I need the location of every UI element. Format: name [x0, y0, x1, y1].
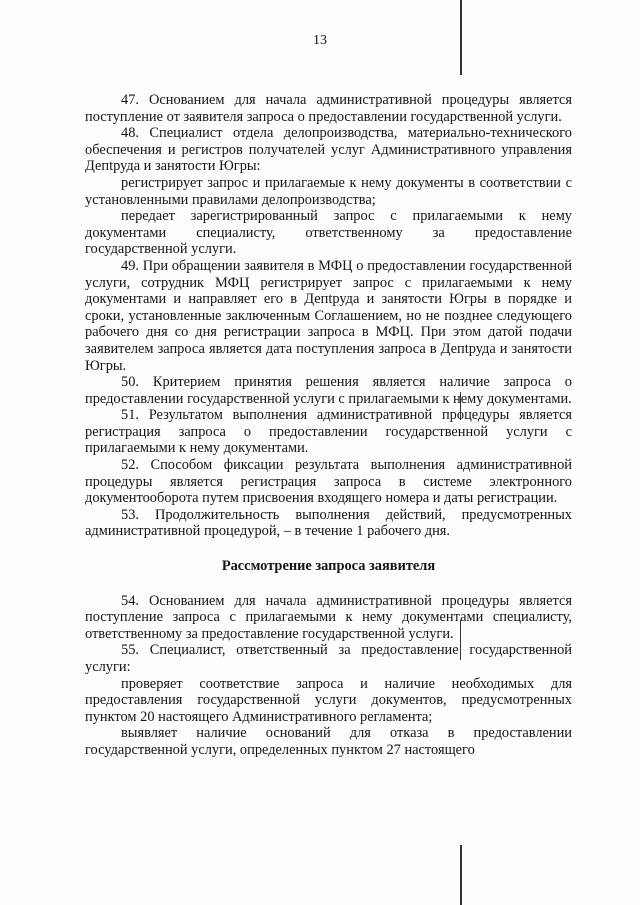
paragraph-48-item-transfer: передает зарегистрированный запрос с прилагаемыми к нему документами специалисту, ответственному за предоставление государственной услуги. — [85, 208, 572, 258]
paragraph-55: 55. Специалист, ответственный за предоставление государственной услуги: — [85, 642, 572, 675]
paragraph-52: 52. Способом фиксации результата выполнения административной процедуры является регистрация запроса в системе электронного документооборота путем присвоения входящего номера и даты регистрации. — [85, 457, 572, 507]
paragraph-49: 49. При обращении заявителя в МФЦ о предоставлении государственной услуги, сотрудник МФЦ регистрирует запрос с прилагаемыми к нему документами и направляет его в Депtруда и занятости Югры в порядке и сроки, установленные заключенным Соглашением, но не позднее следующего рабочего дня со дня регистрации запроса в МФЦ. При этом датой подачи заявителем запроса является дата поступления запроса в Депtруда и занятости Югры. — [85, 257, 572, 374]
paragraph-48-item-register: регистрирует запрос и прилагаемые к нему документы в соответствии с установленными правилами делопроизводства; — [85, 174, 572, 208]
paragraph-53: 53. Продолжительность выполнения действий, предусмотренных административной процедурой, – в течение 1 рабочего дня. — [85, 506, 572, 540]
paragraph-48: 48. Специалист отдела делопроизводства, материально-технического обеспечения и регистров получателей услуг Административного управления Депtруда и занятости Югры: — [85, 125, 572, 175]
paragraph-51: 51. Результатом выполнения административной процедуры является регистрация запроса о предоставлении государственной услуги с прилагаемыми к нему документами. — [85, 407, 572, 457]
document-body — [85, 92, 572, 759]
paragraph-50: 50. Критерием принятия решения является наличие запроса о предоставлении государственной услуги с прилагаемыми к нему документами. — [85, 374, 572, 407]
paragraph-47: 47. Основанием для начала административной процедуры является поступление от заявителя запроса о предоставлении государственной услуги. — [85, 92, 572, 125]
scan-artifact-line-bottom — [460, 845, 462, 905]
paragraph-54: 54. Основанием для начала административной процедуры является поступление запроса с прилагаемыми к нему документами специалисту, ответственному за предоставление государственной услуги. — [85, 592, 572, 642]
section-heading: Рассмотрение запроса заявителя — [221, 558, 436, 575]
paragraph-55-item-check: проверяет соответствие запроса и наличие необходимых для предоставления государственной услуги документов, предусмотренных пунктом 20 настоящего Административного регламента; — [85, 675, 572, 725]
paragraph-55-item-grounds: выявляет наличие оснований для отказа в предоставлении государственной услуги, определенных пунктом 27 настоящего — [85, 725, 572, 758]
page-number: 13 — [313, 33, 327, 48]
